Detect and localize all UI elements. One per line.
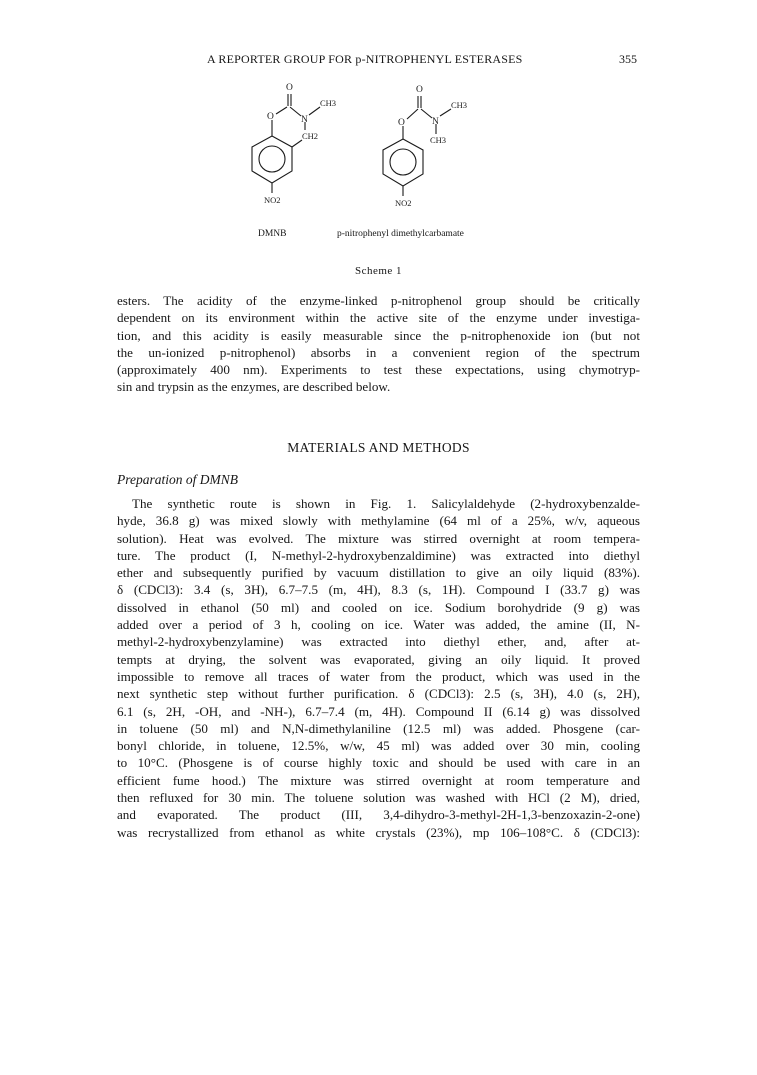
text-line: tempts at drying, the solvent was evaporated, giving an oily liquid. It proved — [117, 651, 640, 667]
dmnb-bond-c-n — [290, 107, 301, 116]
section-heading: MATERIALS AND METHODS — [287, 440, 470, 455]
text-line: then refluxed for 30 min. The toluene solution was washed with HCl (2 M), dried, — [117, 790, 640, 806]
dmnb-carbonyl-o: O — [286, 83, 293, 93]
carbamate-benzene-ring — [383, 139, 423, 186]
carbamate-carbonyl-o: O — [416, 85, 423, 95]
dmnb-n: N — [301, 115, 308, 125]
text-line: δ (CDCl3): 3.4 (s, 3H), 6.7–7.5 (m, 4H), 8.3 (s, 1H). Compound I (33.7 g) was — [117, 582, 640, 598]
text-line: the un-ionized p-nitrophenol) absorbs in a convenient region of the spectrum — [117, 344, 640, 360]
dmnb-ch2: CH2 — [302, 131, 319, 141]
running-title: A REPORTER GROUP FOR p-NITROPHENYL ESTERASES — [207, 52, 523, 66]
dmnb-methyl: CH3 — [320, 98, 337, 108]
carbamate-bond-n-methyl-a — [440, 109, 451, 116]
text-line: impossible to remove all traces of water from the product, which was used in the — [117, 668, 640, 684]
dmnb-bond-o-c — [276, 107, 287, 114]
body-paragraph — [117, 495, 640, 841]
text-line: esters. The acidity of the enzyme-linked p-nitrophenol group should be critically — [117, 293, 640, 308]
carbamate-aromatic-circle — [390, 149, 416, 175]
text-line: ether and subsequently purified by vacuum distillation to give an oily liquid (83%). — [117, 565, 640, 581]
text-line: to 10°C. (Phosgene is of course highly toxic and should be used with care in an — [117, 755, 640, 771]
subheading: Preparation of DMNB — [117, 472, 238, 487]
dmnb-caption: DMNB — [258, 229, 287, 239]
text-line: in toluene (50 ml) and N,N-dimethylaniline (12.5 ml) was added. Phosgene (car- — [117, 720, 640, 736]
text-line: bonyl chloride, in toluene, 12.5%, w/w, 45 ml) was added over 30 min, cooling — [117, 738, 640, 754]
dmnb-bond-n-methyl — [309, 107, 320, 115]
carbamate-bond-c-n — [421, 109, 432, 118]
carbamate-ring-o: O — [398, 118, 405, 128]
carbamate-n: N — [432, 117, 439, 127]
running-header — [117, 52, 637, 68]
text-line: tion, and this acidity is easily measurable since the p-nitrophenoxide ion (but not — [117, 327, 640, 343]
page-number: 355 — [619, 52, 637, 66]
text-line: solution). Heat was evolved. The mixture was stirred overnight at room tempera- — [117, 530, 640, 546]
dmnb-nitro: NO2 — [264, 195, 281, 205]
dmnb-ring-o: O — [267, 112, 274, 122]
text-line: hyde, 36.8 g) was mixed slowly with methylamine (64 ml of a 25%, w/v, aqueous — [117, 513, 640, 529]
dmnb-bond-ch2-ring — [292, 140, 302, 147]
scheme-label: Scheme 1 — [354, 265, 403, 277]
dmnb-aromatic-circle — [259, 146, 285, 172]
text-line: and evaporated. The product (III, 3,4-dihydro-3-methyl-2H-1,3-benzoxazin-2-one) — [117, 807, 640, 823]
carbamate-caption: p-nitrophenyl dimethylcarbamate — [337, 229, 464, 239]
carbamate-nitro: NO2 — [395, 198, 412, 208]
carbamate-bond-o-c — [407, 109, 418, 119]
text-line: next synthetic step without further purification. δ (CDCl3): 2.5 (s, 3H), 4.0 (s, 2H), — [117, 686, 640, 702]
carbamate-methyl-b: CH3 — [430, 135, 447, 145]
text-line: ture. The product (I, N-methyl-2-hydroxybenzaldimine) was extracted into diethyl — [117, 547, 640, 563]
text-line: (approximately 400 nm). Experiments to test these expectations, using chymotryp- — [117, 362, 640, 378]
scheme-1-structures — [200, 76, 520, 251]
text-line: added over a period of 3 h, cooling on ice. Water was added, the amine (II, N- — [117, 617, 640, 633]
text-line: The synthetic route is shown in Fig. 1. Salicylaldehyde (2-hydroxybenzalde- — [132, 496, 640, 511]
text-line: methyl-2-hydroxybenzylamine) was extracted into diethyl ether, and, after at- — [117, 634, 640, 650]
dmnb-benzene-ring — [252, 136, 292, 183]
carbamate-methyl-a: CH3 — [451, 100, 468, 110]
text-line: was recrystallized from ethanol as white crystals (23%), mp 106–108°C. δ (CDCl3): — [117, 824, 640, 840]
text-line: efficient fume hood.) The mixture was stirred overnight at room temperature and — [117, 772, 640, 788]
text-line: dissolved in ethanol (50 ml) and cooled on ice. Sodium borohydride (9 g) was — [117, 599, 640, 615]
text-line: sin and trypsin as the enzymes, are described below. — [117, 379, 391, 395]
intro-paragraph — [117, 292, 640, 396]
text-line: 6.1 (s, 2H, -OH, and -NH-), 6.7–7.4 (m, 4H). Compound II (6.14 g) was dissolved — [117, 703, 640, 719]
text-line: dependent on its environment within the active site of the enzyme under investiga- — [117, 310, 640, 326]
